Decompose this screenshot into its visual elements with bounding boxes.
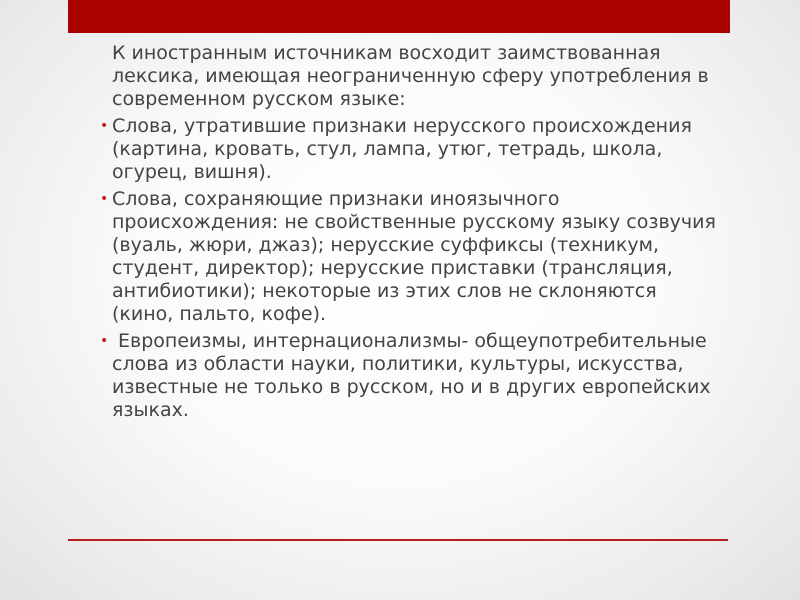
- bullet-icon: •: [100, 118, 109, 134]
- bullet-list: [96, 115, 716, 422]
- intro-paragraph: К иностранным источникам восходит заимствованная лексика, имеющая неограниченную сферу употребления в современном русском языке:: [112, 42, 709, 110]
- bottom-divider-line: [68, 539, 728, 541]
- bullet-item: [96, 330, 716, 422]
- bullet-text: Слова, сохраняющие признаки иноязычного происхождения: не свойственные русскому языку созвучия (вуаль, жюри, джаз); нерусские суффиксы (техникум, студент, директор); нерусские приставки (трансляция, антибиотики); некоторые из этих слов не склоняются (кино, пальто, кофе).: [112, 188, 716, 325]
- bullet-icon: •: [100, 191, 109, 207]
- bullet-icon: •: [100, 333, 109, 349]
- top-accent-bar: [68, 0, 730, 33]
- bullet-item: [96, 115, 716, 184]
- bullet-text: Слова, утратившие признаки нерусского происхождения (картина, кровать, стул, лампа, утюг, тетрадь, школа, огурец, вишня).: [112, 115, 692, 183]
- bullet-text: Европеизмы, интернационализмы- общеупотребительные слова из области науки, политики, культуры, искусства, известные не только в русском, но и в других европейских языках.: [112, 330, 717, 421]
- slide-body: [96, 42, 716, 422]
- bullet-item: [96, 188, 716, 326]
